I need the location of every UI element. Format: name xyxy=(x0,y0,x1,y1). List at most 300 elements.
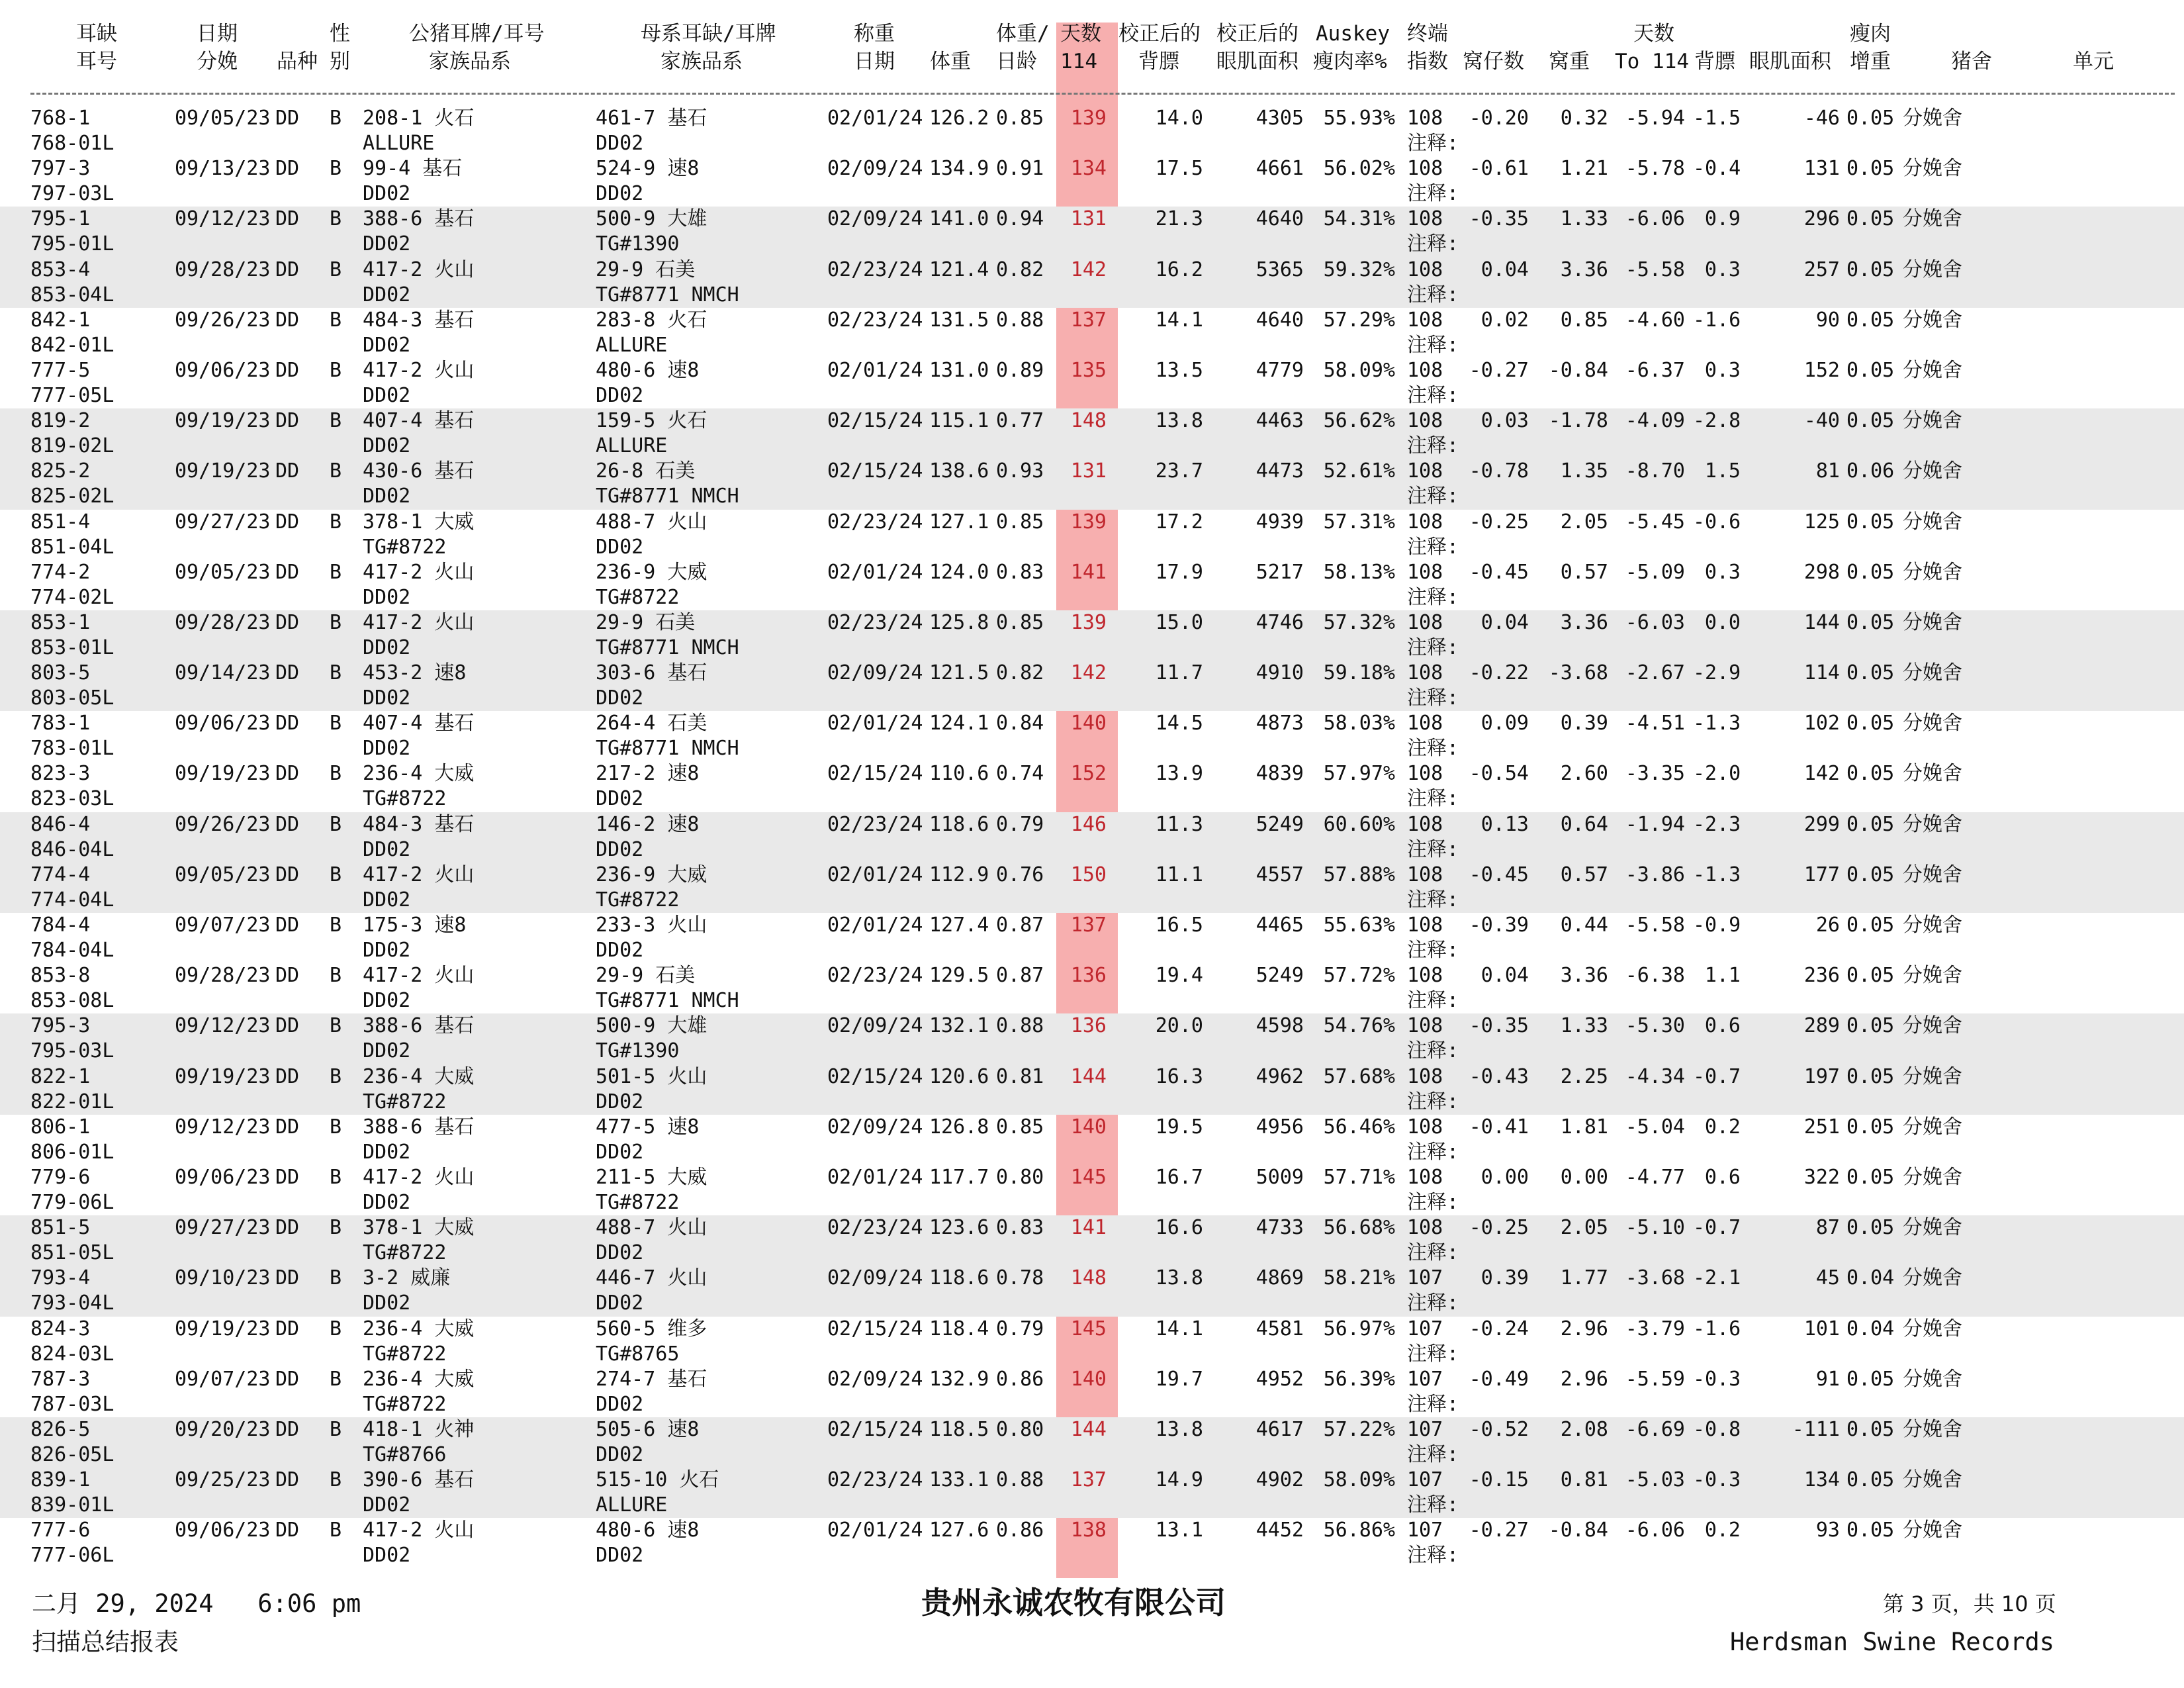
cell-dam: 505-6 速8 xyxy=(596,1417,700,1441)
cell-litter: 0.00 xyxy=(1480,1165,1529,1189)
cell-sire: 236-4 大威 xyxy=(363,1317,475,1340)
header-divider xyxy=(30,93,2175,96)
cell-date: 09/25/23 xyxy=(175,1468,271,1492)
cell-dam: 211-5 大威 xyxy=(596,1165,707,1189)
cell-lean: 58.03% xyxy=(1323,712,1395,735)
cell-lead: 289 xyxy=(1803,1014,1840,1038)
cell-adg: 0.87 xyxy=(996,964,1044,988)
cell-sire2: DD02 xyxy=(363,585,411,609)
cell-lead: -111 xyxy=(1792,1417,1840,1441)
cell-dam: 236-9 大威 xyxy=(596,863,707,886)
table-row xyxy=(0,812,2184,863)
table-row xyxy=(0,761,2184,812)
cell-dam2: DD02 xyxy=(596,686,644,710)
cell-bf: 17.5 xyxy=(1155,157,1203,181)
cell-bfd: -2.0 xyxy=(1693,762,1741,786)
cell-lea: 4956 xyxy=(1255,1115,1304,1139)
cell-lg: 0.05 xyxy=(1846,812,1895,836)
cell-wdate: 02/23/24 xyxy=(827,1468,923,1492)
cell-lea: 4640 xyxy=(1255,207,1304,231)
cell-wdate: 02/23/24 xyxy=(827,510,923,534)
cell-bfd: 0.9 xyxy=(1704,207,1741,231)
cell-breed: DD xyxy=(275,712,300,735)
cell-weight: 134.9 xyxy=(929,157,989,181)
cell-days: 142 xyxy=(1070,661,1107,685)
page-footer xyxy=(0,1585,2184,1685)
cell-adg: 0.89 xyxy=(996,358,1044,382)
cell-sire: 417-2 火山 xyxy=(363,863,475,886)
cell-lean: 57.88% xyxy=(1323,863,1395,886)
cell-wdate: 02/09/24 xyxy=(827,1367,923,1391)
cell-d114: -4.51 xyxy=(1625,712,1685,735)
cell-barn: 分娩舍 xyxy=(1903,1115,1962,1139)
cell-dam2: DD02 xyxy=(596,1241,644,1265)
cell-sex: B xyxy=(330,812,342,836)
cell-bf: 16.5 xyxy=(1155,914,1203,937)
cell-d114: -6.06 xyxy=(1625,207,1685,231)
cell-sex: B xyxy=(330,610,342,634)
cell-lw: 1.33 xyxy=(1560,1014,1608,1038)
cell-ear2: 819-02L xyxy=(30,434,114,458)
cell-note: 注释: xyxy=(1407,1190,1459,1214)
cell-sire: 417-2 火山 xyxy=(363,560,475,584)
header-ear: 耳缺 耳号 xyxy=(76,22,117,73)
cell-note: 注释: xyxy=(1407,485,1459,508)
cell-sire: 417-2 火山 xyxy=(363,358,475,382)
cell-litter: 0.13 xyxy=(1480,812,1529,836)
cell-dam2: TG#8722 xyxy=(596,888,680,912)
cell-litter: -0.27 xyxy=(1469,358,1529,382)
cell-sex: B xyxy=(330,1014,342,1038)
cell-d114: -6.03 xyxy=(1625,610,1685,634)
cell-dam2: DD02 xyxy=(596,1090,644,1113)
cell-days: 137 xyxy=(1070,1468,1107,1492)
cell-bf: 21.3 xyxy=(1155,207,1203,231)
cell-days: 135 xyxy=(1070,358,1107,382)
cell-breed: DD xyxy=(275,812,300,836)
cell-wdate: 02/01/24 xyxy=(827,358,923,382)
table-row xyxy=(0,1215,2184,1266)
cell-lg: 0.05 xyxy=(1846,107,1895,130)
cell-lw: 0.44 xyxy=(1560,914,1608,937)
cell-lead: 197 xyxy=(1803,1064,1840,1088)
cell-lea: 4962 xyxy=(1255,1064,1304,1088)
cell-litter: -0.45 xyxy=(1469,863,1529,886)
cell-date: 09/26/23 xyxy=(175,308,271,332)
cell-lw: 0.81 xyxy=(1560,1468,1608,1492)
cell-idx: 108 xyxy=(1407,1115,1443,1139)
cell-barn: 分娩舍 xyxy=(1903,964,1962,988)
cell-weight: 112.9 xyxy=(929,863,989,886)
cell-adg: 0.79 xyxy=(996,1317,1044,1340)
table-row xyxy=(0,1165,2184,1215)
cell-ear: 822-1 xyxy=(30,1064,91,1088)
cell-wdate: 02/09/24 xyxy=(827,207,923,231)
cell-note: 注释: xyxy=(1407,1493,1459,1517)
cell-d114: -6.69 xyxy=(1625,1417,1685,1441)
cell-bfd: 1.1 xyxy=(1704,964,1741,988)
cell-lean: 52.61% xyxy=(1323,459,1395,483)
cell-sire: 388-6 基石 xyxy=(363,207,475,231)
cell-dam2: ALLURE xyxy=(596,1493,668,1517)
cell-lead: 93 xyxy=(1815,1519,1840,1542)
header-loin-area-dev: 眼肌面积 xyxy=(1749,50,1831,73)
header-lean-percent: Auskey 瘦肉率% xyxy=(1313,22,1390,73)
cell-wdate: 02/01/24 xyxy=(827,1165,923,1189)
cell-ear2: 768-01L xyxy=(30,132,114,155)
cell-days: 136 xyxy=(1070,1014,1107,1038)
cell-dam: 501-5 火山 xyxy=(596,1064,707,1088)
cell-sex: B xyxy=(330,914,342,937)
cell-bf: 14.9 xyxy=(1155,1468,1203,1492)
cell-d114: -5.94 xyxy=(1625,107,1685,130)
cell-lea: 4598 xyxy=(1255,1014,1304,1038)
cell-ear2: 822-01L xyxy=(30,1090,114,1113)
cell-ear: 819-2 xyxy=(30,409,91,433)
cell-ear: 783-1 xyxy=(30,712,91,735)
cell-lg: 0.05 xyxy=(1846,1165,1895,1189)
cell-adg: 0.86 xyxy=(996,1519,1044,1542)
cell-adg: 0.91 xyxy=(996,157,1044,181)
cell-bfd: 0.2 xyxy=(1704,1115,1741,1139)
cell-adg: 0.94 xyxy=(996,207,1044,231)
cell-lea: 5249 xyxy=(1255,964,1304,988)
table-row xyxy=(0,358,2184,408)
cell-wdate: 02/09/24 xyxy=(827,1014,923,1038)
cell-dam: 480-6 速8 xyxy=(596,1519,700,1542)
cell-days: 142 xyxy=(1070,258,1107,281)
cell-sire: 236-4 大威 xyxy=(363,1064,475,1088)
cell-d114: -3.79 xyxy=(1625,1317,1685,1340)
cell-lead: 177 xyxy=(1803,863,1840,886)
cell-dam2: DD02 xyxy=(596,535,644,559)
cell-sire: 208-1 火石 xyxy=(363,107,475,130)
cell-sire2: DD02 xyxy=(363,1493,411,1517)
cell-barn: 分娩舍 xyxy=(1903,560,1962,584)
cell-date: 09/19/23 xyxy=(175,1064,271,1088)
cell-sire2: DD02 xyxy=(363,1190,411,1214)
cell-lea: 5365 xyxy=(1255,258,1304,281)
table-row xyxy=(0,1115,2184,1165)
cell-lg: 0.05 xyxy=(1846,560,1895,584)
cell-lw: 2.96 xyxy=(1560,1317,1608,1340)
cell-sire2: DD02 xyxy=(363,182,411,206)
cell-breed: DD xyxy=(275,409,300,433)
cell-sex: B xyxy=(330,207,342,231)
cell-lead: 299 xyxy=(1803,812,1840,836)
cell-ear: 784-4 xyxy=(30,914,91,937)
cell-date: 09/14/23 xyxy=(175,661,271,685)
cell-sex: B xyxy=(330,1417,342,1441)
cell-wdate: 02/01/24 xyxy=(827,560,923,584)
cell-adg: 0.78 xyxy=(996,1266,1044,1290)
cell-bf: 11.7 xyxy=(1155,661,1203,685)
cell-days: 144 xyxy=(1070,1064,1107,1088)
cell-idx: 108 xyxy=(1407,107,1443,130)
cell-weight: 129.5 xyxy=(929,964,989,988)
cell-dam: 159-5 火石 xyxy=(596,409,707,433)
cell-sex: B xyxy=(330,510,342,534)
cell-date: 09/07/23 xyxy=(175,1367,271,1391)
cell-breed: DD xyxy=(275,1216,300,1240)
table-row xyxy=(0,1367,2184,1417)
cell-dam2: DD02 xyxy=(596,132,644,155)
cell-ear2: 825-02L xyxy=(30,485,114,508)
cell-bfd: -2.8 xyxy=(1693,409,1741,433)
cell-ear2: 774-04L xyxy=(30,888,114,912)
cell-ear2: 793-04L xyxy=(30,1291,114,1315)
cell-litter: 0.03 xyxy=(1480,409,1529,433)
software-name: Herdsman Swine Records xyxy=(1730,1628,2055,1656)
cell-bfd: -1.6 xyxy=(1693,1317,1741,1340)
cell-wdate: 02/23/24 xyxy=(827,258,923,281)
cell-ear: 806-1 xyxy=(30,1115,91,1139)
cell-note: 注释: xyxy=(1407,132,1459,155)
cell-lw: 0.57 xyxy=(1560,560,1608,584)
cell-d114: -6.06 xyxy=(1625,1519,1685,1542)
cell-litter: 0.02 xyxy=(1480,308,1529,332)
cell-lean: 54.31% xyxy=(1323,207,1395,231)
cell-weight: 118.6 xyxy=(929,1266,989,1290)
cell-note: 注释: xyxy=(1407,1291,1459,1315)
cell-bf: 14.5 xyxy=(1155,712,1203,735)
cell-sex: B xyxy=(330,358,342,382)
cell-sex: B xyxy=(330,712,342,735)
cell-sire: 407-4 基石 xyxy=(363,712,475,735)
cell-barn: 分娩舍 xyxy=(1903,1216,1962,1240)
cell-breed: DD xyxy=(275,661,300,685)
cell-days: 134 xyxy=(1070,157,1107,181)
cell-sire2: DD02 xyxy=(363,686,411,710)
cell-adg: 0.76 xyxy=(996,863,1044,886)
cell-weight: 120.6 xyxy=(929,1064,989,1088)
cell-dam2: DD02 xyxy=(596,939,644,962)
cell-bfd: -0.9 xyxy=(1693,914,1741,937)
cell-adg: 0.86 xyxy=(996,1367,1044,1391)
table-row xyxy=(0,408,2184,459)
cell-lw: 3.36 xyxy=(1560,610,1608,634)
table-row xyxy=(0,1266,2184,1316)
cell-ear2: 823-03L xyxy=(30,787,114,811)
cell-sire2: DD02 xyxy=(363,1140,411,1164)
table-row xyxy=(0,610,2184,661)
header-adj-loin-area: 校正后的 眼肌面积 xyxy=(1216,22,1298,73)
cell-days: 140 xyxy=(1070,712,1107,735)
cell-lead: 101 xyxy=(1803,1317,1840,1340)
cell-lead: 102 xyxy=(1803,712,1840,735)
cell-sire2: TG#8722 xyxy=(363,787,447,811)
cell-idx: 108 xyxy=(1407,358,1443,382)
cell-date: 09/28/23 xyxy=(175,964,271,988)
cell-wdate: 02/23/24 xyxy=(827,964,923,988)
cell-days: 136 xyxy=(1070,964,1107,988)
cell-litter: -0.78 xyxy=(1469,459,1529,483)
cell-lean: 58.09% xyxy=(1323,1468,1395,1492)
cell-lw: 2.60 xyxy=(1560,762,1608,786)
cell-sex: B xyxy=(330,157,342,181)
cell-wdate: 02/09/24 xyxy=(827,1115,923,1139)
cell-weight: 115.1 xyxy=(929,409,989,433)
cell-d114: -5.10 xyxy=(1625,1216,1685,1240)
table-row xyxy=(0,1317,2184,1367)
cell-ear2: 797-03L xyxy=(30,182,114,206)
cell-date: 09/06/23 xyxy=(175,1519,271,1542)
cell-sex: B xyxy=(330,107,342,130)
cell-bf: 13.8 xyxy=(1155,1417,1203,1441)
cell-wdate: 02/15/24 xyxy=(827,762,923,786)
cell-ear2: 853-04L xyxy=(30,283,114,306)
cell-wdate: 02/09/24 xyxy=(827,1266,923,1290)
cell-lw: 2.96 xyxy=(1560,1367,1608,1391)
cell-weight: 118.4 xyxy=(929,1317,989,1340)
cell-days: 140 xyxy=(1070,1115,1107,1139)
cell-date: 09/19/23 xyxy=(175,1317,271,1340)
cell-sire: 236-4 大威 xyxy=(363,762,475,786)
cell-lean: 56.86% xyxy=(1323,1519,1395,1542)
cell-idx: 108 xyxy=(1407,308,1443,332)
cell-lg: 0.05 xyxy=(1846,610,1895,634)
cell-sire2: TG#8722 xyxy=(363,535,447,559)
cell-ear2: 826-05L xyxy=(30,1442,114,1466)
cell-bf: 11.3 xyxy=(1155,812,1203,836)
cell-lw: -0.84 xyxy=(1548,358,1608,382)
cell-breed: DD xyxy=(275,560,300,584)
cell-d114: -5.03 xyxy=(1625,1468,1685,1492)
cell-ear: 842-1 xyxy=(30,308,91,332)
cell-lead: 114 xyxy=(1803,661,1840,685)
cell-dam: 560-5 维多 xyxy=(596,1317,707,1340)
cell-sire: 390-6 基石 xyxy=(363,1468,475,1492)
cell-weight: 127.4 xyxy=(929,914,989,937)
cell-wdate: 02/09/24 xyxy=(827,157,923,181)
cell-bfd: -0.7 xyxy=(1693,1064,1741,1088)
cell-idx: 108 xyxy=(1407,610,1443,634)
cell-d114: -5.04 xyxy=(1625,1115,1685,1139)
cell-sire2: DD02 xyxy=(363,383,411,407)
cell-weight: 127.6 xyxy=(929,1519,989,1542)
cell-ear: 851-4 xyxy=(30,510,91,534)
cell-ear2: 777-05L xyxy=(30,383,114,407)
header-barn: 猪舍 xyxy=(1951,50,1992,73)
cell-lw: -0.84 xyxy=(1548,1519,1608,1542)
cell-dam2: DD02 xyxy=(596,1442,644,1466)
cell-note: 注释: xyxy=(1407,283,1459,306)
cell-idx: 108 xyxy=(1407,1064,1443,1088)
cell-days: 141 xyxy=(1070,1216,1107,1240)
cell-bfd: -0.3 xyxy=(1693,1468,1741,1492)
cell-barn: 分娩舍 xyxy=(1903,1064,1962,1088)
header-litter-weight: 窝重 xyxy=(1549,50,1590,73)
cell-breed: DD xyxy=(275,1014,300,1038)
cell-bf: 19.7 xyxy=(1155,1367,1203,1391)
cell-bfd: 0.2 xyxy=(1704,1519,1741,1542)
cell-lead: 296 xyxy=(1803,207,1840,231)
cell-lea: 4557 xyxy=(1255,863,1304,886)
cell-note: 注释: xyxy=(1407,535,1459,559)
header-breed: 品种 xyxy=(277,50,318,73)
cell-lw: 2.05 xyxy=(1560,510,1608,534)
cell-dam2: DD02 xyxy=(596,182,644,206)
cell-weight: 125.8 xyxy=(929,610,989,634)
cell-litter: -0.15 xyxy=(1469,1468,1529,1492)
cell-lead: 125 xyxy=(1803,510,1840,534)
cell-dam: 264-4 石美 xyxy=(596,712,707,735)
cell-adg: 0.88 xyxy=(996,308,1044,332)
cell-sire: 417-2 火山 xyxy=(363,1519,475,1542)
cell-lea: 4873 xyxy=(1255,712,1304,735)
header-weigh-date: 称重 日期 xyxy=(854,22,895,73)
cell-sire: 378-1 大威 xyxy=(363,1216,475,1240)
print-timestamp: 二月 29, 2024 6:06 pm xyxy=(32,1589,361,1618)
cell-dam2: ALLURE xyxy=(596,333,668,357)
cell-ear: 797-3 xyxy=(30,157,91,181)
cell-ear: 853-8 xyxy=(30,964,91,988)
cell-d114: -5.45 xyxy=(1625,510,1685,534)
table-row xyxy=(0,711,2184,761)
cell-idx: 107 xyxy=(1407,1417,1443,1441)
cell-barn: 分娩舍 xyxy=(1903,812,1962,836)
header-days-to-114: 天数 To 114 xyxy=(1615,22,1689,73)
cell-bf: 14.1 xyxy=(1155,308,1203,332)
cell-bf: 16.3 xyxy=(1155,1064,1203,1088)
cell-litter: -0.22 xyxy=(1469,661,1529,685)
cell-lead: 322 xyxy=(1803,1165,1840,1189)
cell-sire: 388-6 基石 xyxy=(363,1115,475,1139)
cell-lg: 0.05 xyxy=(1846,1216,1895,1240)
header-sire: 公猪耳牌/耳号 家族品系 xyxy=(409,22,545,73)
cell-bf: 19.5 xyxy=(1155,1115,1203,1139)
cell-lg: 0.05 xyxy=(1846,1519,1895,1542)
cell-litter: 0.09 xyxy=(1480,712,1529,735)
cell-d114: -4.34 xyxy=(1625,1064,1685,1088)
cell-lean: 60.60% xyxy=(1323,812,1395,836)
cell-dam2: DD02 xyxy=(596,837,644,861)
cell-ear: 795-1 xyxy=(30,207,91,231)
cell-ear: 826-5 xyxy=(30,1417,91,1441)
cell-idx: 108 xyxy=(1407,762,1443,786)
cell-bf: 19.4 xyxy=(1155,964,1203,988)
cell-weight: 124.0 xyxy=(929,560,989,584)
cell-ear: 768-1 xyxy=(30,107,91,130)
header-adg: 体重/ 日龄 xyxy=(996,22,1050,73)
cell-bf: 16.7 xyxy=(1155,1165,1203,1189)
cell-sire2: TG#8766 xyxy=(363,1442,447,1466)
cell-dam: 274-7 基石 xyxy=(596,1367,707,1391)
cell-dam: 283-8 火石 xyxy=(596,308,707,332)
cell-breed: DD xyxy=(275,1367,300,1391)
cell-d114: -3.68 xyxy=(1625,1266,1685,1290)
cell-adg: 0.85 xyxy=(996,610,1044,634)
cell-breed: DD xyxy=(275,459,300,483)
cell-lg: 0.05 xyxy=(1846,762,1895,786)
cell-dam: 524-9 速8 xyxy=(596,157,700,181)
cell-ear2: 803-05L xyxy=(30,686,114,710)
cell-lean: 57.71% xyxy=(1323,1165,1395,1189)
cell-date: 09/20/23 xyxy=(175,1417,271,1441)
cell-dam: 446-7 火山 xyxy=(596,1266,707,1290)
cell-dam2: DD02 xyxy=(596,787,644,811)
cell-barn: 分娩舍 xyxy=(1903,157,1962,181)
cell-lw: 1.81 xyxy=(1560,1115,1608,1139)
cell-sire2: DD02 xyxy=(363,1291,411,1315)
cell-litter: 0.39 xyxy=(1480,1266,1529,1290)
cell-lg: 0.06 xyxy=(1846,459,1895,483)
cell-sex: B xyxy=(330,863,342,886)
cell-days: 140 xyxy=(1070,1367,1107,1391)
cell-lead: 144 xyxy=(1803,610,1840,634)
cell-idx: 108 xyxy=(1407,914,1443,937)
cell-bfd: 1.5 xyxy=(1704,459,1741,483)
